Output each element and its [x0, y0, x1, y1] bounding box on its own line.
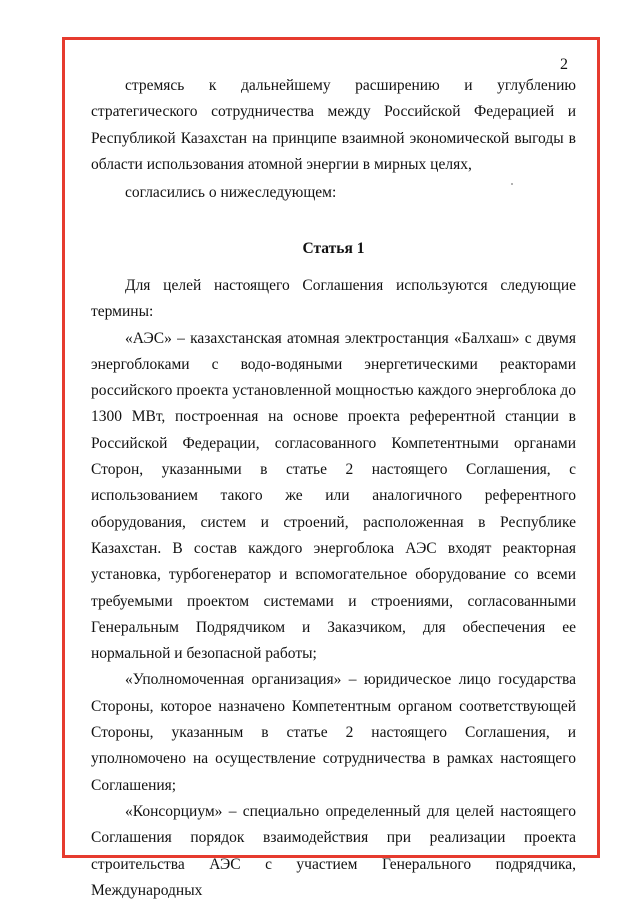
agreement-clause: согласились о нижеследующем:	[125, 184, 337, 201]
page-number: 2	[560, 56, 568, 73]
preamble-agreement	[91, 180, 576, 206]
article-paragraph-intro: Для целей настоящего Соглашения используются следующие термины:	[91, 277, 576, 321]
article-paragraph-aes: «АЭС» – казахстанская атомная электростанция «Балхаш» с двумя энергоблоками с водо-водяными энергетическими реакторами российского проекта установленной мощностью каждого энергоблока до 1300 МВт, построенная на основе проекта референтной станции в Российской Федерации, согласованного Компетентными органами Сторон, указанными в статье 2 настоящего Соглашения, с использованием такого же или аналогичного референтного оборудования, систем и строений, расположенная в Республике Казахстан. В состав каждого энергоблока АЭС входят реакторная установка, турбогенератор и вспомогательное оборудование со всеми требуемыми проектом системами и строениями, согласованными Генеральным Подрядчиком и Заказчиком, для обеспечения ее нормальной и безопасной работы;	[91, 329, 576, 663]
preamble-paragraph: стремясь к дальнейшему расширению и углублению стратегического сотрудничества между Российской Федерацией и Республикой Казахстан на принципе взаимной экономической выгоды в области использования атомной энергии в мирных целях,	[91, 77, 576, 173]
article-heading: Статья 1	[302, 240, 365, 257]
article-paragraph-authorized-organization: «Уполномоченная организация» – юридическое лицо государства Стороны, которое назначено Компетентным органом соответствующей Стороны, указанным в статье 2 настоящего Соглашения, и уполномочено на осуществление сотрудничества в рамках настоящего Соглашения;	[91, 671, 576, 794]
article-body	[91, 273, 576, 904]
scan-speck	[511, 183, 513, 185]
preamble	[91, 73, 576, 178]
article-paragraph-consortium: «Консорциум» – специально определенный для целей настоящего Соглашения порядок взаимодействия при реализации проекта строительства АЭС с участием Генерального подрядчика, Международных	[91, 802, 576, 899]
